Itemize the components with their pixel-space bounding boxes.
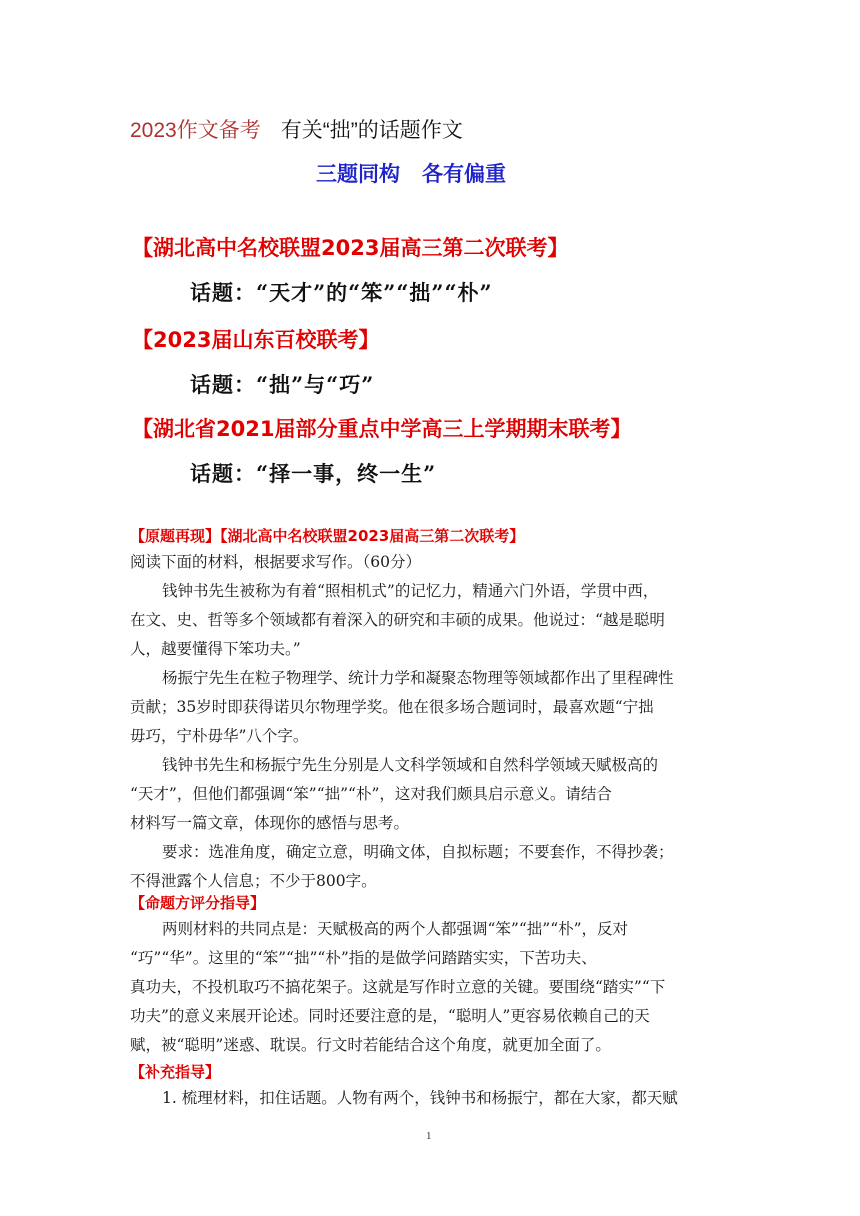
exam-topic-3: 话题：“择一事，终一生” bbox=[190, 461, 437, 486]
exam-topic-1: 话题：“天才”的“笨”“拙”“朴” bbox=[190, 280, 493, 305]
document-subtitle bbox=[316, 158, 506, 188]
paragraph-line: 两则材料的共同点是：天赋极高的两个人都强调“笨”“拙”“朴”，反对 bbox=[162, 920, 629, 938]
paragraph-line: 功夫”的意义来展开论述。同时还要注意的是，“聪明人”更容易依赖自己的天 bbox=[130, 1007, 650, 1025]
exam-name-2: 【2023届山东百校联考】 bbox=[132, 328, 380, 352]
supplement-body bbox=[130, 1084, 730, 1113]
paragraph-line: 毋巧，宁朴毋华”八个字。 bbox=[130, 727, 309, 745]
paragraph-line: 1. 梳理材料，扣住话题。人物有两个，钱钟书和杨振宁，都在大家，都天赋 bbox=[162, 1089, 678, 1107]
paragraph-line: “天才”，但他们都强调“笨”“拙”“朴”，这对我们颇具启示意义。请结合 bbox=[130, 785, 612, 803]
original-question-heading: 【原题再现】【湖北高中名校联盟2023届高三第二次联考】 bbox=[130, 527, 525, 545]
instruction-line: 阅读下面的材料，根据要求写作。（60分） bbox=[130, 553, 421, 571]
paragraph-line: 不得泄露个人信息；不少于800字。 bbox=[130, 872, 377, 890]
paragraph-line: 赋，被“聪明”迷惑、耽误。行文时若能结合这个角度，就更加全面了。 bbox=[130, 1036, 611, 1054]
paragraph-line: 钱钟书先生被称为有着“照相机式”的记忆力，精通六门外语，学贯中西， bbox=[162, 582, 659, 600]
paragraph-line: 贡献；35岁时即获得诺贝尔物理学奖。他在很多场合题词时，最喜欢题“宁拙 bbox=[130, 698, 654, 716]
grading-guide-heading: 【命题方评分指导】 bbox=[130, 894, 266, 912]
exam-name-3: 【湖北省2021届部分重点中学高三上学期期末联考】 bbox=[132, 417, 632, 441]
supplement-heading: 【补充指导】 bbox=[130, 1063, 221, 1081]
grading-guide-body bbox=[130, 915, 730, 1060]
title-main: 有关“拙”的话题作文 bbox=[280, 119, 463, 142]
document-title bbox=[130, 114, 463, 144]
exam-name-1: 【湖北高中名校联盟2023届高三第二次联考】 bbox=[132, 236, 569, 260]
paragraph-line: 钱钟书先生和杨振宁先生分别是人文科学领域和自然科学领域天赋极高的 bbox=[162, 756, 659, 774]
paragraph-line: 真功夫，不投机取巧不搞花架子。这就是写作时立意的关键。要围绕“踏实”“下 bbox=[130, 978, 666, 996]
paragraph-line: 杨振宁先生在粒子物理学、统计力学和凝聚态物理等领域都作出了里程碑性 bbox=[162, 669, 674, 687]
subtitle-part-b: 各有偏重 bbox=[422, 162, 506, 186]
paragraph-line: 要求：选准角度，确定立意，明确文体，自拟标题；不要套作，不得抄袭； bbox=[162, 843, 674, 861]
paragraph-line: 人，越要懂得下笨功夫。” bbox=[130, 640, 301, 658]
paragraph-line: 材料写一篇文章，体现你的感悟与思考。 bbox=[130, 814, 410, 832]
page-number: 1 bbox=[426, 1130, 432, 1142]
subtitle-part-a: 三题同构 bbox=[316, 162, 400, 186]
paragraph-line: “巧”“华”。这里的“笨”“拙”“朴”指的是做学问踏踏实实，下苦功夫、 bbox=[130, 949, 597, 967]
paragraph-line: 在文、史、哲等多个领域都有着深入的研究和丰硕的成果。他说过：“越是聪明 bbox=[130, 611, 665, 629]
title-prefix: 2023作文备考 bbox=[130, 119, 261, 142]
exam-topic-2: 话题：“拙”与“巧” bbox=[190, 372, 375, 397]
original-question-body bbox=[130, 548, 730, 896]
